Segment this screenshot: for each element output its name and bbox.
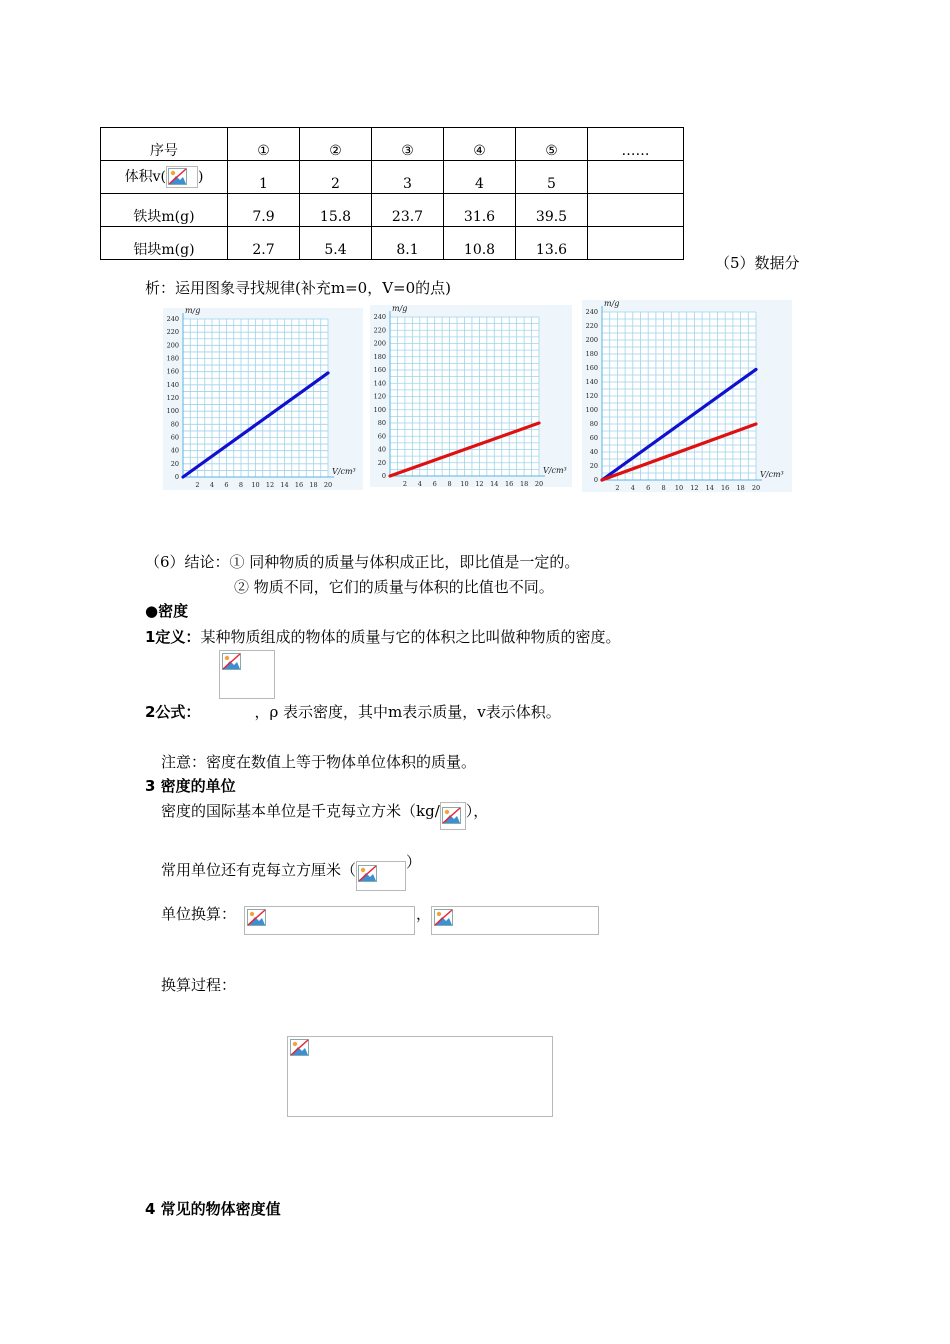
broken-image-icon bbox=[290, 1039, 310, 1057]
y-tick-label: 240 bbox=[373, 313, 386, 321]
table-header-cell: ③ bbox=[372, 128, 444, 161]
y-tick-label: 180 bbox=[373, 352, 386, 361]
table-cell: 4 bbox=[444, 161, 516, 194]
x-tick-label: 6 bbox=[646, 484, 651, 492]
table-header-cell: 序号 bbox=[101, 128, 228, 161]
volume-label: 体积v( bbox=[124, 169, 166, 185]
unit-si-end: ）， bbox=[465, 802, 489, 820]
y-tick-label: 60 bbox=[589, 434, 598, 442]
table-header-cell: ④ bbox=[444, 128, 516, 161]
y-tick-label: 20 bbox=[589, 462, 598, 470]
x-tick-label: 12 bbox=[475, 480, 484, 487]
broken-image-icon bbox=[247, 909, 267, 927]
table-row-label bbox=[101, 161, 228, 194]
table-cell: 5 bbox=[516, 161, 588, 194]
x-tick-label: 10 bbox=[460, 480, 469, 487]
conclusion-1: （6）结论：① 同种物质的质量与体积成正比，即比值是一定的。 bbox=[145, 553, 580, 571]
formula-label: 2公式： bbox=[145, 703, 201, 721]
mass-volume-chart-compare bbox=[582, 300, 792, 492]
y-tick-label: 0 bbox=[381, 472, 386, 480]
table-cell: 7.9 bbox=[228, 194, 300, 227]
y-tick-label: 200 bbox=[373, 339, 386, 348]
x-tick-label: 20 bbox=[534, 480, 544, 487]
table-cell: 15.8 bbox=[300, 194, 372, 227]
x-tick-label: 20 bbox=[323, 481, 333, 489]
table-header-cell: ⑤ bbox=[516, 128, 588, 161]
table-cell: 8.1 bbox=[372, 227, 444, 260]
x-tick-label: 12 bbox=[265, 481, 275, 489]
analysis-tail: （5）数据分 bbox=[715, 254, 800, 272]
unit-si-line bbox=[161, 800, 488, 830]
x-axis-label: V/cm³ bbox=[543, 466, 567, 475]
y-tick-label: 140 bbox=[166, 380, 179, 389]
y-tick-label: 220 bbox=[373, 326, 386, 335]
y-tick-label: 80 bbox=[170, 420, 179, 429]
x-tick-label: 10 bbox=[674, 484, 684, 492]
unit-common-text: 常用单位还有克每立方厘米（ bbox=[161, 861, 357, 879]
x-tick-label: 4 bbox=[209, 481, 215, 489]
conclusion-2: ② 物质不同，它们的质量与体积的比值也不同。 bbox=[234, 578, 554, 596]
x-tick-label: 8 bbox=[238, 481, 244, 489]
table-cell: 3 bbox=[372, 161, 444, 194]
x-axis-label: V/cm³ bbox=[760, 470, 784, 479]
y-tick-label: 160 bbox=[585, 364, 598, 372]
y-tick-label: 200 bbox=[166, 341, 179, 350]
y-tick-label: 140 bbox=[585, 378, 598, 386]
y-tick-label: 100 bbox=[585, 406, 598, 414]
broken-image-icon bbox=[166, 166, 198, 188]
y-tick-label: 200 bbox=[585, 336, 598, 344]
broken-image-icon bbox=[440, 802, 466, 830]
table-cell bbox=[588, 161, 684, 194]
table-row-label: 铝块m(g) bbox=[101, 227, 228, 260]
y-tick-label: 180 bbox=[166, 354, 179, 363]
x-tick-label: 8 bbox=[447, 480, 452, 487]
x-tick-label: 10 bbox=[251, 481, 260, 489]
y-tick-label: 40 bbox=[377, 445, 386, 454]
x-tick-label: 2 bbox=[195, 481, 200, 489]
table-cell bbox=[588, 194, 684, 227]
table-header-row bbox=[101, 128, 684, 161]
y-tick-label: 80 bbox=[377, 419, 386, 427]
x-tick-label: 16 bbox=[721, 484, 730, 492]
y-tick-label: 180 bbox=[585, 350, 598, 358]
y-tick-label: 120 bbox=[373, 392, 386, 401]
unit-heading: 3 密度的单位 bbox=[145, 777, 236, 795]
density-heading: ●密度 bbox=[145, 602, 189, 620]
y-tick-label: 0 bbox=[174, 473, 179, 481]
table-cell bbox=[588, 227, 684, 260]
table-cell: 31.6 bbox=[444, 194, 516, 227]
table-row bbox=[101, 161, 684, 194]
formula-image bbox=[219, 650, 275, 699]
definition-line bbox=[145, 626, 620, 647]
y-tick-label: 120 bbox=[585, 392, 598, 400]
definition-text: 某种物质组成的物体的质量与它的体积之比叫做种物质的密度。 bbox=[200, 628, 621, 646]
analysis-line: 析：运用图象寻找规律(补充m=0，V=0的点) bbox=[145, 279, 451, 297]
data-table bbox=[100, 127, 684, 260]
y-axis-label: m/g bbox=[185, 308, 201, 315]
y-tick-label: 60 bbox=[377, 432, 386, 441]
table-row-label: 铁块m(g) bbox=[101, 194, 228, 227]
x-tick-label: 6 bbox=[224, 481, 229, 489]
x-tick-label: 8 bbox=[661, 484, 666, 492]
table-row bbox=[101, 227, 684, 260]
table-row bbox=[101, 194, 684, 227]
x-tick-label: 20 bbox=[751, 484, 761, 492]
process-label: 换算过程： bbox=[161, 976, 237, 994]
formula-line bbox=[145, 701, 561, 722]
x-tick-label: 4 bbox=[417, 480, 422, 487]
table-header-cell: …… bbox=[588, 128, 684, 161]
x-tick-label: 16 bbox=[505, 480, 514, 487]
table-header-cell: ② bbox=[300, 128, 372, 161]
table-cell: 10.8 bbox=[444, 227, 516, 260]
x-tick-label: 14 bbox=[490, 480, 499, 487]
unit-common-end: ） bbox=[406, 853, 422, 871]
x-tick-label: 14 bbox=[280, 481, 289, 489]
table-cell: 5.4 bbox=[300, 227, 372, 260]
conversion-image-2 bbox=[431, 906, 599, 935]
y-tick-label: 160 bbox=[373, 366, 386, 374]
conversion-image-1 bbox=[244, 906, 415, 935]
x-tick-label: 4 bbox=[630, 484, 635, 492]
unit-si-text: 密度的国际基本单位是千克每立方米（kg/ bbox=[161, 802, 440, 820]
table-cell: 2.7 bbox=[228, 227, 300, 260]
x-tick-label: 12 bbox=[690, 484, 699, 492]
y-axis-label: m/g bbox=[392, 305, 408, 313]
x-axis-label: V/cm³ bbox=[332, 467, 356, 476]
conversion-separator: ， bbox=[416, 905, 432, 923]
y-tick-label: 220 bbox=[585, 322, 598, 330]
y-tick-label: 40 bbox=[170, 446, 179, 455]
table-cell: 39.5 bbox=[516, 194, 588, 227]
y-tick-label: 240 bbox=[585, 308, 598, 316]
y-tick-label: 100 bbox=[373, 405, 386, 414]
x-tick-label: 2 bbox=[615, 484, 620, 492]
table-header-cell: ① bbox=[228, 128, 300, 161]
volume-label-suffix: ) bbox=[197, 169, 204, 185]
formula-text: ，ρ 表示密度，其中m表示质量，v表示体积。 bbox=[254, 703, 561, 721]
table-cell: 23.7 bbox=[372, 194, 444, 227]
conversion-label: 单位换算： bbox=[161, 905, 237, 923]
x-tick-label: 18 bbox=[519, 480, 529, 487]
definition-label: 1定义： bbox=[145, 628, 201, 646]
note-line: 注意：密度在数值上等于物体单位体积的质量。 bbox=[161, 753, 477, 771]
table-cell: 13.6 bbox=[516, 227, 588, 260]
x-tick-label: 2 bbox=[402, 480, 407, 487]
broken-image-icon bbox=[356, 861, 406, 891]
unit-common-line bbox=[161, 851, 421, 891]
process-image bbox=[287, 1036, 553, 1117]
mass-volume-chart-iron bbox=[163, 308, 363, 490]
y-tick-label: 0 bbox=[593, 476, 598, 484]
y-tick-label: 220 bbox=[166, 328, 179, 337]
mass-volume-chart-aluminum bbox=[370, 305, 572, 487]
broken-image-icon bbox=[434, 909, 454, 927]
y-tick-label: 80 bbox=[589, 420, 598, 428]
x-tick-label: 18 bbox=[309, 481, 318, 489]
broken-image-icon bbox=[222, 653, 242, 671]
x-tick-label: 18 bbox=[736, 484, 745, 492]
table-cell: 1 bbox=[228, 161, 300, 194]
x-tick-label: 14 bbox=[705, 484, 714, 492]
y-tick-label: 20 bbox=[170, 459, 179, 468]
y-tick-label: 60 bbox=[170, 433, 179, 442]
y-tick-label: 140 bbox=[373, 379, 386, 388]
y-tick-label: 40 bbox=[589, 448, 598, 456]
y-tick-label: 240 bbox=[166, 315, 179, 323]
table-cell: 2 bbox=[300, 161, 372, 194]
y-tick-label: 120 bbox=[166, 394, 179, 402]
x-tick-label: 16 bbox=[294, 481, 304, 489]
y-tick-label: 20 bbox=[377, 458, 386, 467]
common-density-heading: 4 常见的物体密度值 bbox=[145, 1200, 281, 1218]
y-axis-label: m/g bbox=[604, 300, 620, 308]
x-tick-label: 6 bbox=[432, 480, 437, 487]
y-tick-label: 100 bbox=[166, 407, 179, 416]
y-tick-label: 160 bbox=[166, 367, 179, 376]
